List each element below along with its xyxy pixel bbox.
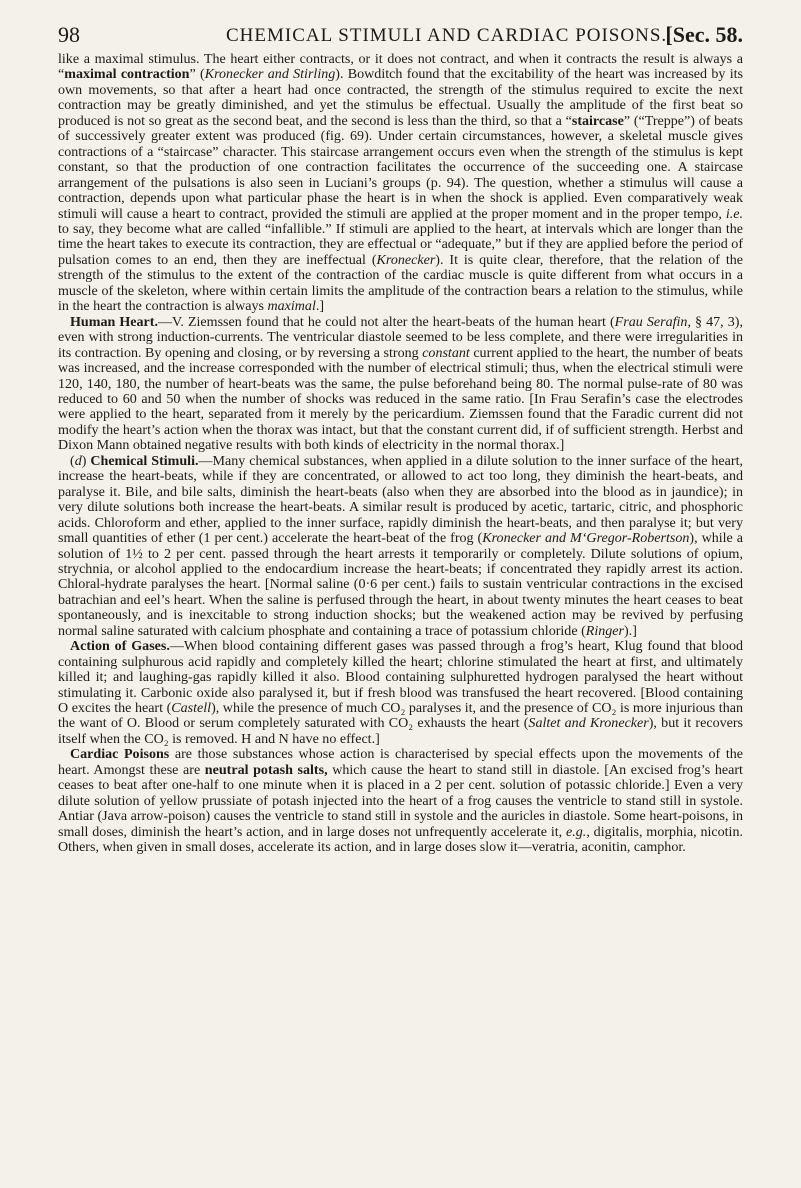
section-marker: [Sec. 58. <box>665 22 743 47</box>
heading-chemical-stimuli: Chemical Stimuli. <box>90 452 199 469</box>
running-title: CHEMICAL STIMULI AND CARDIAC POISONS. <box>226 25 668 46</box>
paragraph-cardiac-poisons: Cardiac Poisons are those substances whose action is characterised by special effects upon the movements of the heart. Amongst these are neutral potash salts, which cause the heart to stand still in diastole. [An excised frog’s heart ceases to beat after one-half to one minute when it is placed in a 2 per cent. solution of potassic chloride.] Even a very dilute solution of yellow prussiate of potash injected into the heart of a frog causes the ventricle to stand still in systole. Antiar (Java arrow-poison) causes the ventricle to stand still in systole and the auricles in diastole. Some heart-poisons, in small doses, diminish the heart’s action, and in large doses not unfrequently accelerate it, e.g., digitalis, morphia, nicotin. Others, when given in small doses, accelerate its action, and in large doses slow it—veratria, aconitin, camphor. <box>58 746 743 856</box>
paragraph-action-of-gases: Action of Gases.—When blood containing different gases was passed through a frog’s heart, Klug found that blood containing sulphurous acid rapidly and completely killed the heart; chlorine stimulated the heart at first, and ultimately killed it; and laughing-gas rapidly killed it also. Blood containing sulphuretted hydrogen paralysed the heart without stimulating it. Carbonic oxide also paralysed it, but if fresh blood was transfused the heart recovered. [Blood containing O excites the heart (Castell), while the presence of much CO₂ paralyses it, and the presence of CO₂ is more injurious than the want of O. Blood or serum completely saturated with CO₂ exhausts the heart (Saltet and Kronecker), but it recovers itself when the CO₂ is removed. H and N have no effect.] <box>58 638 744 747</box>
paragraph-human-heart: Human Heart.—V. Ziemssen found that he could not alter the heart-beats of the human heart (Frau Serafin, § 47, 3), even with strong induction-currents. The ventricular diastole seemed to be less complete, and there were irregularities in its contraction. By opening and closing, or by reversing a strong constant current applied to the heart, the number of beats was increased, and the increase corresponded with the number of electrical stimuli; thus, when the electrical stimuli were 120, 140, 180, the number of heart-beats was the same, the pulse beforehand being 80. The normal pulse-rate of 80 was reduced to 60 and 50 when the number of shocks was reduced in the same ratio. [In Frau Serafin’s case the electrodes were applied to the heart, separated from it merely by the pericardium. Ziemssen found that the Faradic current did not modify the heart’s action when the thorax was intact, but that the constant current did, if of sufficient strength. Herbst and Dixon Mann obtained negative results with both kinds of electricity in the normal thorax.] <box>58 313 743 454</box>
body-text <box>58 52 743 856</box>
running-header <box>58 22 743 52</box>
heading-human-heart: Human Heart. <box>70 313 158 330</box>
heading-cardiac-poisons: Cardiac Poisons <box>70 746 170 763</box>
paragraph-chemical-stimuli: (d) Chemical Stimuli.—Many chemical substances, when applied in a dilute solution to the inner surface of the heart, increase the heart-beats, while if they are concentrated, or allowed to act too long, they diminish the heart-beats, and paralyse it. Bile, and bile salts, diminish the heart-beats (also when they are absorbed into the blood as in jaundice); in very dilute solutions both increase the heart-beats. A similar result is produced by acetic, tartaric, citric, and phosphoric acids. Chloroform and ether, applied to the inner surface, rapidly diminish the heart-beats, and then paralyse it; but very small quantities of ether (1 per cent.) accelerate the heart-beat of the frog (Kronecker and M‘Gregor-Robertson), while a solution of 1½ to 2 per cent. passed through the heart arrests it temporarily or completely. Dilute solutions of opium, strychnia, or alcohol applied to the endocardium increase the heart-beats; if concentrated they rapidly arrest its action. Chloral-hydrate paralyses the heart. [Normal saline (0·6 per cent.) fails to sustain ventricular contractions in the excised batrachian and eel’s heart. When the saline is perfused through the heart, in about twenty minutes the heart ceases to beat spontaneously, and is inexcitable to strong induction shocks; but the weakened action may be revived by perfusing normal saline saturated with calcium phosphate and containing a trace of potassium chloride (Ringer).] <box>58 452 744 639</box>
paragraph-staircase: like a maximal stimulus. The heart either contracts, or it does not contract, and when it contracts the result is always a “maximal contraction” (Kronecker and Stirling). Bowditch found that the excitability of the heart was increased by its own movements, so that after a heart had once contracted, the strength of the stimulus required to excite the next contraction may be greatly diminished, and yet the stimulus be effectual. Usually the amplitude of the first beat so produced is not so great as the second beat, and the second is less than the third, so that a “staircase” (“Treppe”) of beats of successively greater extent was produced (fig. 69). Under certain circumstances, however, a skeletal muscle gives contractions of a “staircase” character. This staircase arrangement occurs even when the strength of the stimulus is kept constant, so that the production of one contraction facilitates the occurrence of the succeeding one. A staircase arrangement of the pulsations is also seen in Luciani’s groups (p. 94). The question, whether a stimulus will cause a contraction, depends upon what particular phase the heart is in when the shock is applied. Even comparatively weak stimuli will cause a heart to contract, provided the stimuli are applied at the proper moment and in the proper tempo, i.e. to say, they become what are called “infallible.” If stimuli are applied to the heart, at intervals which are longer than the time the heart takes to execute its contraction, they are effectual or “adequate,” but if they are applied before the period of pulsation comes to an end, then they are ineffectual (Kronecker). It is quite clear, therefore, that the relation of the strength of the stimulus to the extent of the contraction of the cardiac muscle is quite different from what occurs in a muscle of the skeleton, where within certain limits the amplitude of the contraction bears a relation to the stimulus, while in the heart the contraction is always maximal.] <box>58 51 743 315</box>
heading-action-of-gases: Action of Gases. <box>70 638 170 655</box>
page-number: 98 <box>58 22 80 47</box>
